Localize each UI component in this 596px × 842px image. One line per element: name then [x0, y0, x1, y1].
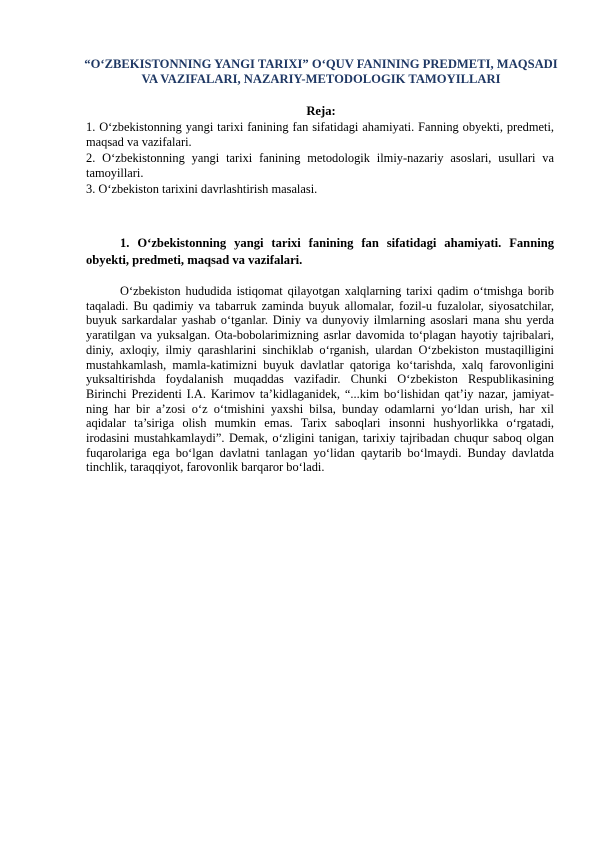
plan-list	[86, 120, 554, 197]
section-heading: 1. O‘zbekistonning yangi tarixi fanining fan sifatidagi ahamiyati. Fanning obyekti, predmeti, maqsad va vazifalari.	[86, 236, 554, 267]
document-title: “O‘ZBEKISTONNING YANGI TARIXI” O‘QUV FANINING PREDMETI, MAQSADI VA VAZIFALARI, NAZARIY-METODOLOGIK TAMOYILLARI	[84, 57, 558, 87]
plan-item: 2. O‘zbekistonning yangi tarixi fanining metodologik ilmiy-nazariy asoslari, usullari va tamoyillari.	[86, 151, 554, 180]
plan-item: 1. O‘zbekistonning yangi tarixi fanining fan sifatidagi ahamiyati. Fanning obyekti, predmeti, maqsad va vazifalari.	[86, 120, 554, 149]
plan-label: Reja:	[306, 104, 336, 118]
body-paragraph: O‘zbekiston hududida istiqomat qilayotgan xalqlarning tarixi qadim o‘tmishga borib taqaladi. Bu qadimiy va tabarruk zaminda buyuk allomalar, fozil-u fuzalolar, siyosatchilar, buyuk sarkardalar yashab o‘tganlar. Diniy va dunyoviy ilmlarning asoslari mana shu yerda yaratilgan va yuksalgan. Ota-bobolarimizning asrlar davomida to‘plagan hayotiy tajribalari, diniy, axloqiy, ilmiy qarashlarini sinchiklab o‘rganish, ulardan O‘zbekiston mustaqilligini mustahkamlash, mamla-katimizni buyuk davlatlar qatoriga ko‘tarishda, xalq farovonligini yuksaltirishda foydalanish muqaddas vazifadir. Chunki O‘zbekiston Respublikasining Birinchi Prezidenti I.A. Karimov ta’kidlaganidek, “...kim bo‘lishidan qat’iy nazar, jamiyat-ning har bir a’zosi o‘z o‘tmishini yaxshi bilsa, bunday odamlarni yo‘ldan urish, har xil aqidalar ta’siriga olish mumkin emas. Tarix saboqlari insonni hushyorlikka o‘rgatadi, irodasini mustahkamlaydi”. Demak, o‘zligini tanigan, tarixiy tajribadan chuqur saboq olgan fuqarolariga ega bo‘lgan davlatni tanlagan yo‘lidan qaytarib bo‘lmaydi. Bunday davlatda tinchlik, taraqqiyot, farovonlik barqaror bo‘ladi.	[86, 284, 554, 475]
plan-item: 3. O‘zbekiston tarixini davrlashtirish masalasi.	[86, 182, 318, 197]
